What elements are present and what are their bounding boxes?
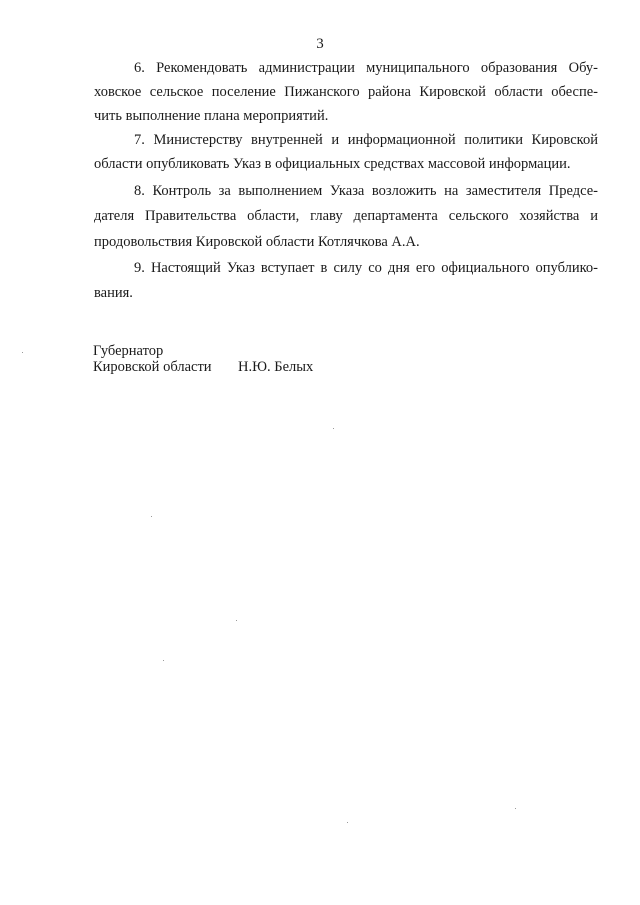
signature-name: Н.Ю. Белых — [238, 359, 314, 375]
paragraph-7-line-1: 7. Министерству внутренней и информационной политики Кировской — [134, 132, 598, 148]
paragraph-8-line-2: дателя Правительства области, главу департамента сельского хозяйства и — [94, 208, 598, 224]
scan-speck — [163, 660, 164, 661]
paragraph-9-line-2: вания. — [94, 285, 133, 301]
scan-speck — [22, 352, 23, 353]
paragraph-9-line-1: 9. Настоящий Указ вступает в силу со дня его официального опублико- — [134, 260, 598, 276]
paragraph-8-line-1: 8. Контроль за выполнением Указа возложить на заместителя Предсе- — [134, 183, 598, 199]
paragraph-7-line-2: области опубликовать Указ в официальных средствах массовой информации. — [94, 156, 571, 172]
signature-title-line-1: Губернатор — [93, 343, 164, 359]
paragraph-6-line-1: 6. Рекомендовать администрации муниципального образования Обу- — [134, 60, 598, 76]
scan-speck — [236, 620, 237, 621]
paragraph-6-line-3: чить выполнение плана мероприятий. — [94, 108, 329, 124]
scan-speck — [333, 428, 334, 429]
page-number: 3 — [316, 36, 324, 52]
scan-speck — [347, 822, 348, 823]
signature-title-line-2: Кировской области — [93, 359, 212, 375]
paragraph-6-line-2: ховское сельское поселение Пижанского района Кировской области обеспе- — [94, 84, 598, 100]
paragraph-8-line-3: продовольствия Кировской области Котлячкова А.А. — [94, 234, 420, 250]
scan-speck — [151, 516, 152, 517]
scan-speck — [515, 808, 516, 809]
